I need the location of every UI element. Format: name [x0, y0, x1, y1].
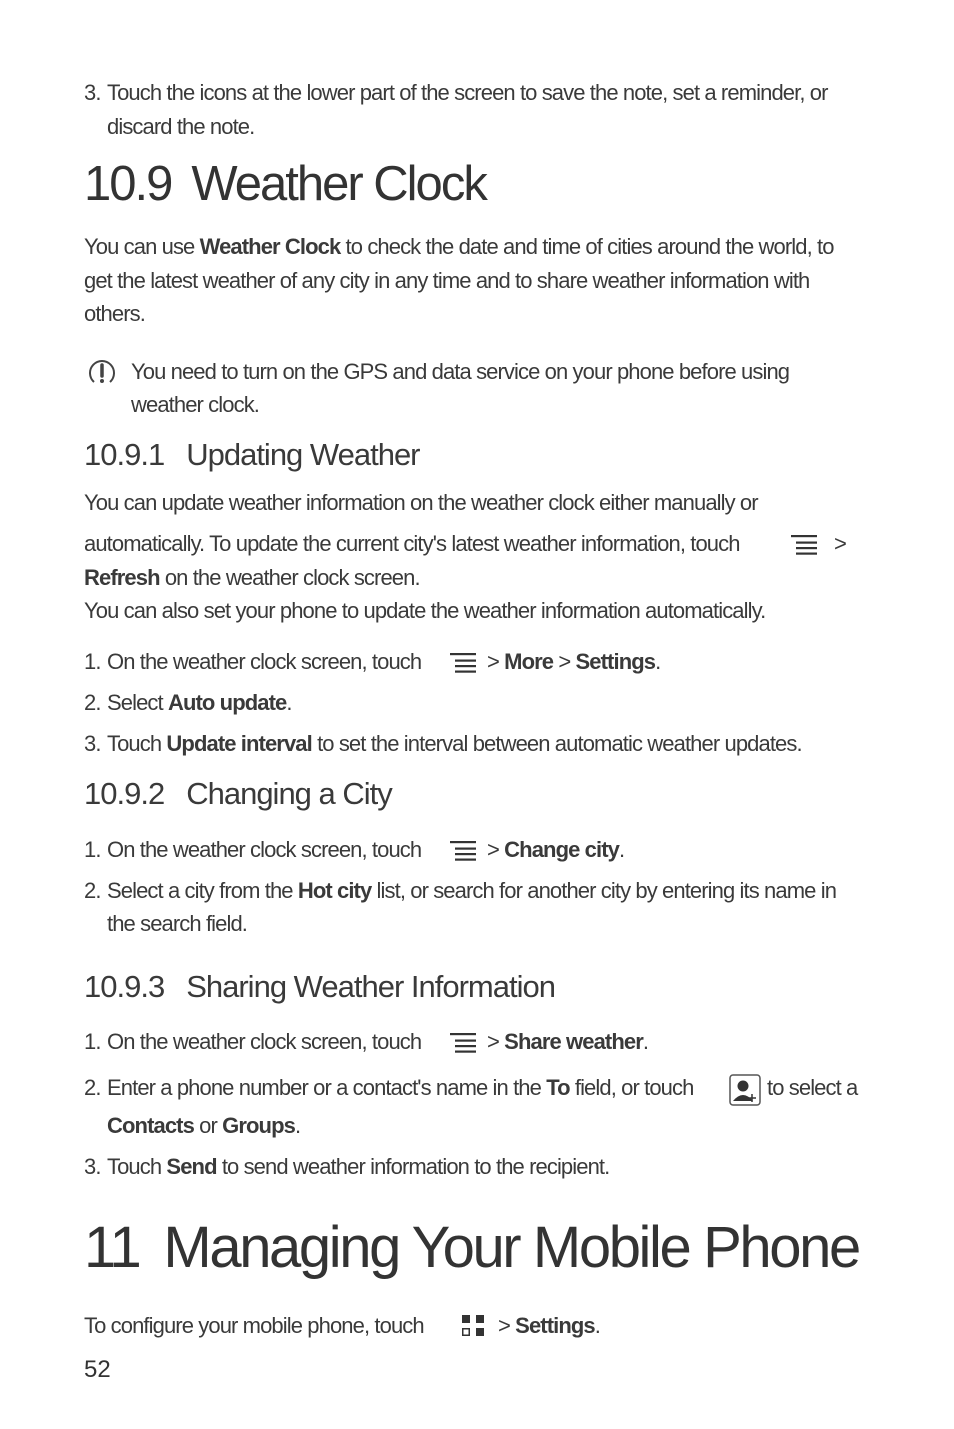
step-text — [107, 878, 836, 904]
text: Select a city from the — [107, 878, 298, 903]
step-number: 3. — [84, 731, 101, 756]
paragraph — [84, 234, 834, 260]
bold-term: Groups — [222, 1113, 295, 1138]
text: Touch — [107, 1154, 167, 1179]
paragraph: To configure your mobile phone, touch — [84, 1313, 424, 1338]
step-number: 3. — [84, 1154, 101, 1179]
text: to send weather information to the recipient. — [216, 1154, 610, 1179]
separator-gt: > — [487, 1029, 505, 1054]
bold-term: Refresh — [84, 565, 160, 590]
bold-term: To — [546, 1075, 570, 1100]
step-text: On the weather clock screen, touch — [107, 837, 422, 862]
step-text — [107, 731, 802, 757]
menu-icon[interactable] — [449, 1031, 479, 1055]
bold-term: Weather Clock — [199, 234, 341, 259]
step-text — [487, 837, 624, 863]
text: list, or search for another city by entering its name in — [371, 878, 837, 903]
step-text — [487, 649, 660, 675]
paragraph — [498, 1313, 600, 1339]
step-text: On the weather clock screen, touch — [107, 1029, 422, 1054]
text: . — [286, 690, 292, 715]
bold-term: Settings — [515, 1313, 595, 1338]
menu-icon[interactable] — [449, 839, 479, 863]
paragraph: You can update weather information on the weather clock either manually or — [84, 490, 758, 515]
step-text — [487, 1029, 648, 1055]
paragraph — [84, 565, 420, 591]
step-text: On the weather clock screen, touch — [107, 649, 422, 674]
step-text-line2 — [107, 1113, 300, 1139]
chapter-title: Managing Your Mobile Phone — [163, 1215, 859, 1280]
text: automatically. To update the current city's latest weather information, touch — [84, 531, 740, 556]
bold-term: Auto update — [167, 690, 287, 715]
text: . — [294, 1113, 301, 1138]
text: or — [193, 1113, 223, 1138]
step-number: 2. — [84, 1075, 101, 1100]
text: on the weather clock screen. — [159, 565, 420, 590]
paragraph — [84, 531, 740, 557]
subsection-heading-10-9-1 — [84, 436, 420, 473]
subsection-number: 10.9.3 — [84, 969, 165, 1004]
text: Select — [107, 690, 168, 715]
bold-term: Update interval — [166, 731, 312, 756]
contact-add-icon[interactable] — [729, 1074, 761, 1106]
apps-grid-icon[interactable] — [460, 1314, 488, 1338]
step-number: 3. — [84, 80, 101, 105]
subsection-number: 10.9.2 — [84, 776, 165, 811]
step-number: 2. — [84, 690, 101, 715]
page-number: 52 — [84, 1356, 111, 1383]
intro-step-line2: discard the note. — [107, 114, 255, 139]
intro-step-line1: Touch the icons at the lower part of the screen to save the note, set a reminder, or — [107, 80, 828, 105]
paragraph-line3: others. — [84, 301, 145, 326]
step-number: 1. — [84, 837, 101, 862]
step-text — [107, 1154, 609, 1180]
text: to set the interval between automatic weather updates. — [311, 731, 802, 756]
text: Touch — [107, 731, 167, 756]
bold-term: Change city — [504, 837, 619, 862]
paragraph: You can also set your phone to update the weather information automatically. — [84, 598, 766, 623]
chapter-heading-11 — [84, 1216, 859, 1280]
chapter-number: 11 — [84, 1215, 140, 1280]
subsection-title: Updating Weather — [186, 437, 420, 472]
subsection-heading-10-9-3 — [84, 968, 555, 1005]
step-number: 1. — [84, 649, 101, 674]
section-heading-10-9 — [84, 158, 486, 212]
step-text — [107, 690, 292, 716]
step-number: 1. — [84, 1029, 101, 1054]
bold-term: More — [504, 649, 554, 674]
separator-gt: > — [487, 649, 505, 674]
separator-gt: > — [553, 649, 576, 674]
note-line2: weather clock. — [131, 392, 260, 417]
bold-term: Share weather — [504, 1029, 643, 1054]
text: . — [618, 837, 625, 862]
note-alert-icon — [86, 358, 118, 388]
separator-gt: > — [487, 837, 505, 862]
paragraph-line2: get the latest weather of any city in any time and to share weather information with — [84, 268, 810, 293]
bold-term: Settings — [575, 649, 656, 674]
separator-gt: > — [498, 1313, 516, 1338]
step-number: 2. — [84, 878, 101, 903]
section-title: Weather Clock — [191, 157, 486, 211]
separator-gt: > — [834, 531, 846, 556]
text: Enter a phone number or a contact's name in the — [107, 1075, 547, 1100]
text: field, or touch — [569, 1075, 694, 1100]
text: to check the date and time of cities around the world, to — [340, 234, 834, 259]
text: . — [594, 1313, 600, 1338]
section-number: 10.9 — [84, 157, 172, 211]
step-text-line2: the search field. — [107, 911, 248, 936]
bold-term: Hot city — [297, 878, 372, 903]
menu-icon[interactable] — [449, 651, 479, 675]
step-text: to select a — [767, 1075, 858, 1100]
bold-term: Contacts — [107, 1113, 194, 1138]
subsection-title: Sharing Weather Information — [186, 969, 555, 1004]
step-text — [107, 1075, 693, 1101]
text: . — [642, 1029, 649, 1054]
menu-icon[interactable] — [790, 533, 820, 557]
text: . — [655, 649, 661, 674]
subsection-number: 10.9.1 — [84, 437, 165, 472]
subsection-title: Changing a City — [186, 776, 392, 811]
bold-term: Send — [166, 1154, 217, 1179]
note-line1: You need to turn on the GPS and data service on your phone before using — [131, 359, 790, 384]
subsection-heading-10-9-2 — [84, 775, 392, 812]
text: You can use — [84, 234, 200, 259]
